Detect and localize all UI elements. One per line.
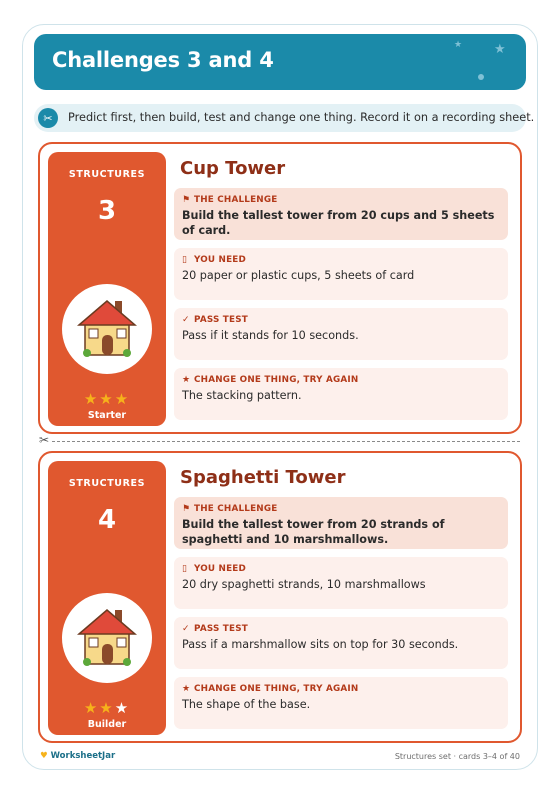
challenge-label: THE CHALLENGE <box>194 195 278 205</box>
star-icon: ★ <box>83 390 100 408</box>
pass-label-row <box>182 624 248 634</box>
flag-icon: ⚑ <box>182 195 191 205</box>
decor-star-icon: ★ <box>454 40 463 50</box>
change-text: The shape of the base. <box>182 698 311 711</box>
challenge-label-row <box>182 195 277 205</box>
need-text: 20 dry spaghetti strands, 10 marshmallows <box>182 578 426 591</box>
challenge-card-3 <box>38 142 522 434</box>
heart-icon: ♥ <box>40 751 48 761</box>
challenge-text: Build the tallest tower from 20 strands of spaghetti and 10 marshmallows. <box>182 518 445 546</box>
change-label: CHANGE ONE THING, TRY AGAIN <box>194 684 359 694</box>
need-label: YOU NEED <box>194 255 247 265</box>
footer-note: Structures set · cards 3–4 of 40 <box>394 752 520 761</box>
instruction-banner <box>34 104 535 132</box>
card-title: Spaghetti Tower <box>180 467 346 488</box>
card-sidebar <box>48 152 166 426</box>
difficulty-stars <box>48 390 166 408</box>
challenge-box <box>174 497 508 549</box>
difficulty-level: Starter <box>87 410 127 421</box>
need-box <box>174 248 508 300</box>
star-icon: ★ <box>182 375 191 385</box>
star-icon: ★ <box>114 699 131 717</box>
card-number: 4 <box>97 505 117 535</box>
illustration-circle <box>62 284 152 374</box>
decor-star-icon: ★ <box>494 42 506 57</box>
cup-icon: ▯ <box>182 255 188 265</box>
challenge-box <box>174 188 508 240</box>
page-header <box>34 34 526 90</box>
change-text: The stacking pattern. <box>182 389 302 402</box>
need-text: 20 paper or plastic cups, 5 sheets of card <box>182 269 415 282</box>
need-label-row <box>182 255 246 265</box>
card-number: 3 <box>97 196 117 226</box>
difficulty-stars <box>48 699 166 717</box>
pass-label: PASS TEST <box>194 315 248 325</box>
need-label: YOU NEED <box>194 564 247 574</box>
card-title: Cup Tower <box>180 158 286 179</box>
pass-label: PASS TEST <box>194 624 248 634</box>
challenge-label-row <box>182 504 277 514</box>
challenge-card-4 <box>38 451 522 743</box>
pass-label-row <box>182 315 248 325</box>
star-icon: ★ <box>182 684 191 694</box>
pass-box <box>174 617 508 669</box>
house-icon <box>77 297 137 359</box>
check-icon: ✓ <box>182 315 190 325</box>
challenge-label: THE CHALLENGE <box>194 504 278 514</box>
challenge-text: Build the tallest tower from 20 cups and 5 sheets of card. <box>182 209 495 237</box>
card-sidebar <box>48 461 166 735</box>
illustration-circle <box>62 593 152 683</box>
difficulty-level: Builder <box>87 719 127 730</box>
star-icon: ★ <box>114 390 131 408</box>
change-box <box>174 677 508 729</box>
need-box <box>174 557 508 609</box>
scissors-icon: ✂ <box>39 433 50 447</box>
need-label-row <box>182 564 246 574</box>
house-icon <box>77 606 137 668</box>
star-icon: ★ <box>99 390 115 408</box>
pass-box <box>174 308 508 360</box>
scissors-icon: ✂ <box>38 108 58 128</box>
page-title: Challenges 3 and 4 <box>52 48 274 72</box>
pass-text: Pass if it stands for 10 seconds. <box>182 329 359 342</box>
change-label-row <box>182 684 358 694</box>
card-subject: STRUCTURES <box>68 478 146 489</box>
cut-line <box>52 441 520 442</box>
change-label-row <box>182 375 358 385</box>
footer-brand <box>40 751 115 761</box>
change-box <box>174 368 508 420</box>
cup-icon: ▯ <box>182 564 188 574</box>
star-icon: ★ <box>83 699 100 717</box>
change-label: CHANGE ONE THING, TRY AGAIN <box>194 375 359 385</box>
star-icon: ★ <box>99 699 115 717</box>
brand-name: WorksheetJar <box>50 751 116 761</box>
card-subject: STRUCTURES <box>68 169 146 180</box>
pass-text: Pass if a marshmallow sits on top for 30 seconds. <box>182 638 459 651</box>
instruction-text: Predict first, then build, test and change one thing. Record it on a recording sheet. <box>68 111 535 124</box>
decor-dot <box>478 74 484 80</box>
flag-icon: ⚑ <box>182 504 191 514</box>
check-icon: ✓ <box>182 624 190 634</box>
